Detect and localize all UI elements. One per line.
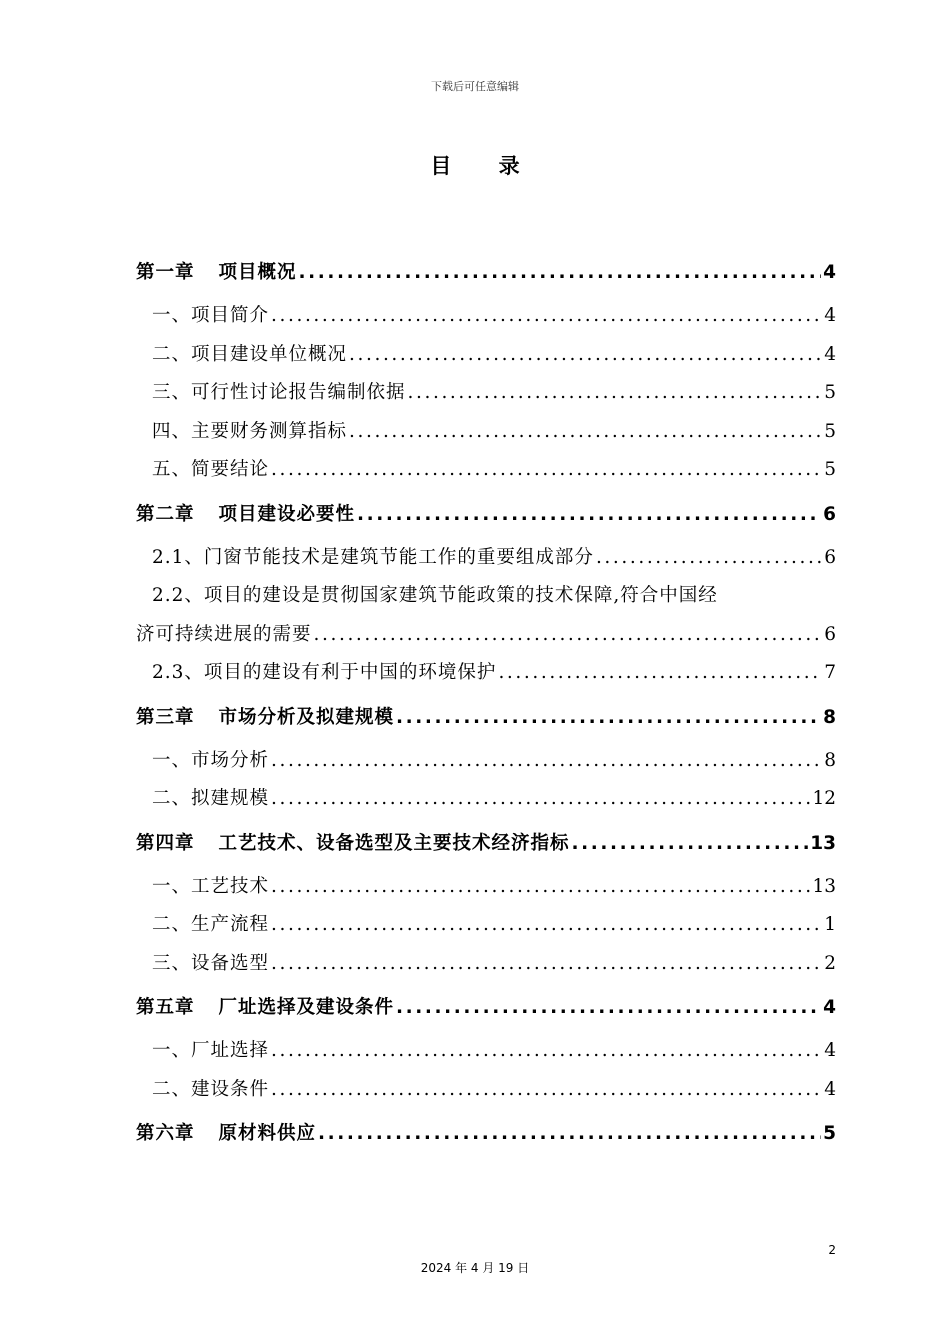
toc-leader [271, 297, 822, 336]
toc-page-number: 6 [824, 546, 836, 568]
toc-chapter-1[interactable] [136, 248, 836, 297]
toc-page-number: 5 [824, 420, 836, 442]
toc-page-number: 4 [824, 1078, 836, 1100]
toc-entry-title: 一、厂址选择 [152, 1040, 270, 1061]
toc-page-number: 5 [824, 459, 836, 480]
toc-leader [396, 983, 821, 1032]
page-header: 下载后可任意编辑 [431, 80, 519, 93]
toc-page-number: 8 [824, 749, 836, 771]
toc-page-number: 13 [812, 875, 836, 897]
toc-leader [271, 451, 822, 490]
toc-chapter-title: 原材料供应 [218, 1123, 317, 1144]
page-title: 目 录 [430, 154, 540, 178]
toc-entry[interactable] [136, 616, 836, 655]
toc-chapter-title: 工艺技术、设备选型及主要技术经济指标 [218, 832, 570, 854]
toc-leader [572, 819, 809, 868]
toc-entry-title: 一、项目简介 [152, 305, 270, 326]
toc-leader [271, 780, 810, 819]
toc-chapter-number: 第四章 [136, 832, 195, 854]
toc-leader [271, 906, 822, 945]
toc-entry-title: 三、可行性讨论报告编制依据 [152, 382, 406, 403]
toc-entry-title-line1[interactable]: 2.2、项目的建设是贯彻国家建筑节能政策的技术保障,符合中国经 [152, 585, 718, 606]
toc-entry-title: 三、设备选型 [152, 952, 270, 974]
toc-chapter-5[interactable] [136, 983, 836, 1032]
toc-leader [271, 1071, 822, 1110]
toc-page-number: 6 [823, 503, 836, 525]
toc-entry[interactable] [136, 742, 836, 781]
toc-page-number: 12 [812, 788, 836, 809]
toc-chapter-title: 项目建设必要性 [218, 503, 356, 525]
toc-entry-title: 2.3、项目的建设有利于中国的环境保护 [152, 662, 497, 683]
toc-leader [396, 693, 821, 742]
toc-page-number: 4 [823, 262, 836, 283]
toc-entry-title: 四、主要财务测算指标 [152, 420, 348, 442]
page-number: 2 [828, 1243, 836, 1257]
toc-entry-title: 五、简要结论 [152, 459, 270, 480]
toc-entry[interactable] [136, 906, 836, 945]
toc-page-number: 5 [823, 1123, 836, 1144]
toc-leader [349, 413, 822, 452]
toc-page-number: 4 [823, 997, 836, 1018]
toc-chapter-title: 项目概况 [218, 262, 297, 283]
toc-entry-title: 二、项目建设单位概况 [152, 343, 348, 365]
toc-chapter-3[interactable] [136, 693, 836, 742]
toc-leader [408, 374, 823, 413]
toc-page-number: 13 [810, 832, 836, 854]
toc-leader [271, 742, 822, 781]
toc-entry[interactable] [136, 1032, 836, 1071]
toc-entry-title-line2: 济可持续进展的需要 [136, 623, 312, 645]
toc-entry-title: 2.1、门窗节能技术是建筑节能工作的重要组成部分 [152, 546, 594, 568]
toc-leader [271, 868, 810, 907]
toc-chapter-4[interactable] [136, 819, 836, 868]
toc-entry[interactable] [136, 945, 836, 984]
toc-page-number: 8 [823, 706, 836, 728]
toc-entry[interactable] [136, 297, 836, 336]
toc-chapter-number: 第五章 [136, 997, 195, 1018]
footer-date: 2024 年 4 月 19 日 [420, 1261, 530, 1275]
toc-leader [299, 248, 822, 297]
toc-page-number: 4 [824, 343, 836, 365]
toc-entry-title: 二、生产流程 [152, 914, 270, 935]
toc-chapter-2[interactable] [136, 490, 836, 539]
toc-leader [271, 945, 822, 984]
toc-chapter-number: 第一章 [136, 262, 195, 283]
table-of-contents [136, 248, 836, 1158]
toc-leader [314, 616, 823, 655]
toc-entry[interactable] [136, 1071, 836, 1110]
toc-leader [271, 1032, 822, 1071]
toc-chapter-number: 第二章 [136, 503, 195, 525]
toc-chapter-title: 厂址选择及建设条件 [218, 997, 395, 1018]
toc-entry[interactable] [136, 539, 836, 578]
toc-entry-title: 二、拟建规模 [152, 788, 270, 809]
toc-leader [596, 539, 822, 578]
toc-chapter-number: 第三章 [136, 706, 195, 728]
toc-chapter-number: 第六章 [136, 1123, 195, 1144]
toc-entry[interactable] [136, 374, 836, 413]
toc-leader [498, 654, 822, 693]
toc-entry[interactable] [136, 654, 836, 693]
toc-entry-title: 二、建设条件 [152, 1078, 270, 1100]
toc-entry[interactable] [136, 868, 836, 907]
toc-leader [349, 336, 822, 375]
toc-chapter-title: 市场分析及拟建规模 [218, 706, 395, 728]
toc-page-number: 7 [824, 662, 836, 683]
toc-page-number: 4 [824, 305, 836, 326]
toc-leader [318, 1109, 821, 1158]
toc-page-number: 5 [824, 382, 836, 403]
toc-page-number: 2 [824, 952, 836, 974]
toc-entry-title: 一、工艺技术 [152, 875, 270, 897]
toc-page-number: 1 [824, 914, 836, 935]
toc-leader [357, 490, 821, 539]
toc-chapter-6[interactable] [136, 1109, 836, 1158]
toc-entry[interactable] [136, 780, 836, 819]
toc-entry[interactable] [136, 336, 836, 375]
toc-entry[interactable] [136, 413, 836, 452]
toc-page-number: 6 [824, 623, 836, 645]
toc-page-number: 4 [824, 1040, 836, 1061]
toc-entry[interactable] [136, 451, 836, 490]
toc-entry-title: 一、市场分析 [152, 749, 270, 771]
